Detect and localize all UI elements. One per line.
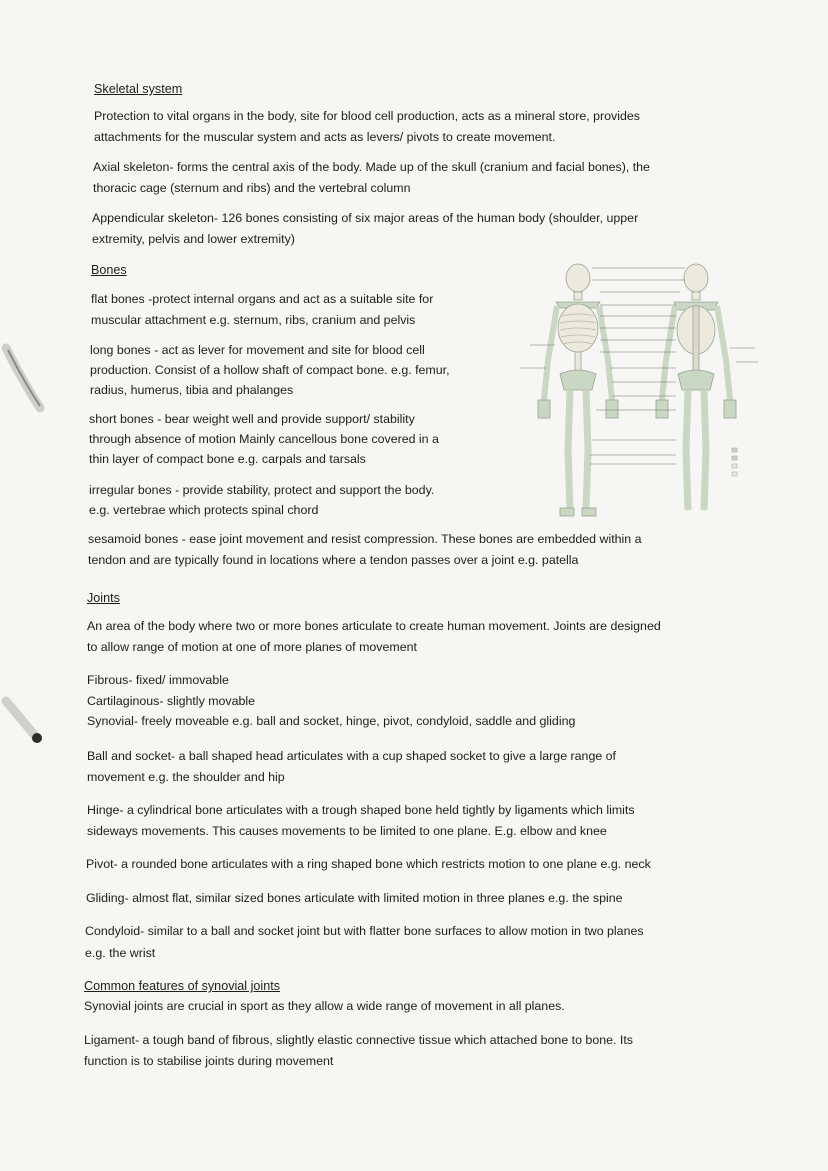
- synovial-heading: Common features of synovial joints: [84, 979, 280, 993]
- condyloid-line1: Condyloid- similar to a ball and socket joint but with flatter bone surfaces to allow motion in two planes: [85, 924, 644, 938]
- flat-bones-line2: muscular attachment e.g. sternum, ribs, cranium and pelvis: [91, 313, 416, 327]
- irregular-bones-line2: e.g. vertebrae which protects spinal chord: [89, 503, 319, 517]
- hinge-line1: Hinge- a cylindrical bone articulates with a trough shaped bone held tightly by ligaments which limits: [87, 803, 635, 817]
- binder-ring-bottom: [0, 695, 50, 755]
- condyloid-line2: e.g. the wrist: [85, 946, 156, 960]
- short-bones-line1: short bones - bear weight well and provide support/ stability: [89, 412, 415, 426]
- gliding-line: Gliding- almost flat, similar sized bones articulate with limited motion in three planes e.g. the spine: [86, 891, 623, 905]
- joint-type-cartilaginous: Cartilaginous- slightly movable: [87, 694, 256, 708]
- appendicular-line2: extremity, pelvis and lower extremity): [92, 232, 295, 246]
- skeletal-heading: Skeletal system: [94, 82, 183, 96]
- joints-intro-line2: to allow range of motion at one of more planes of movement: [87, 640, 417, 654]
- appendicular-line1: Appendicular skeleton- 126 bones consisting of six major areas of the human body (shoulder, upper: [92, 211, 639, 225]
- ligament-line1: Ligament- a tough band of fibrous, slightly elastic connective tissue which attached bone to bone. Its: [84, 1033, 633, 1047]
- axial-line2: thoracic cage (sternum and ribs) and the vertebral column: [93, 181, 411, 195]
- long-bones-line3: radius, humerus, tibia and phalanges: [90, 383, 294, 397]
- synovial-intro: Synovial joints are crucial in sport as they allow a wide range of movement in all planes.: [84, 999, 565, 1013]
- irregular-bones-line1: irregular bones - provide stability, protect and support the body.: [89, 483, 435, 497]
- long-bones-line2: production. Consist of a hollow shaft of compact bone. e.g. femur,: [90, 363, 450, 377]
- skeletal-p1-line2: attachments for the muscular system and acts as levers/ pivots to create movement.: [94, 130, 556, 144]
- skeleton-diagram-icon: [500, 250, 770, 525]
- pivot-line: Pivot- a rounded bone articulates with a ring shaped bone which restricts motion to one plane e.g. neck: [86, 857, 651, 871]
- sesamoid-bones-line2: tendon and are typically found in locations where a tendon passes over a joint e.g. patella: [88, 553, 579, 567]
- skeleton-posterior: [656, 264, 736, 510]
- flat-bones-line1: flat bones -protect internal organs and act as a suitable site for: [91, 292, 434, 306]
- ligament-line2: function is to stabilise joints during movement: [84, 1054, 334, 1068]
- hinge-line2: sideways movements. This causes movements to be limited to one plane. E.g. elbow and knee: [87, 824, 607, 838]
- joints-intro-line1: An area of the body where two or more bones articulate to create human movement. Joints are designed: [87, 619, 661, 633]
- axial-line1: Axial skeleton- forms the central axis of the body. Made up of the skull (cranium and facial bones), the: [93, 160, 650, 174]
- long-bones-line1: long bones - act as lever for movement and site for blood cell: [90, 343, 425, 357]
- bones-heading: Bones: [91, 263, 127, 277]
- joint-type-fibrous: Fibrous- fixed/ immovable: [87, 673, 229, 687]
- ball-socket-line1: Ball and socket- a ball shaped head articulates with a cup shaped socket to give a large range of: [87, 749, 616, 763]
- skeletal-p1-line1: Protection to vital organs in the body, site for blood cell production, acts as a mineral store, provides: [94, 109, 640, 123]
- short-bones-line2: through absence of motion Mainly cancellous bone covered in a: [89, 432, 439, 446]
- diagram-key: [732, 448, 737, 476]
- ball-socket-line2: movement e.g. the shoulder and hip: [87, 770, 285, 784]
- joints-heading: Joints: [87, 591, 120, 605]
- short-bones-line3: thin layer of compact bone e.g. carpals and tarsals: [89, 452, 366, 466]
- diagram-leader-lines: [520, 268, 758, 464]
- binder-ring-top: [0, 340, 50, 420]
- joint-type-synovial: Synovial- freely moveable e.g. ball and socket, hinge, pivot, condyloid, saddle and gliding: [87, 714, 576, 728]
- sesamoid-bones-line1: sesamoid bones - ease joint movement and resist compression. These bones are embedded within a: [88, 532, 642, 546]
- skeleton-anterior: [538, 264, 618, 516]
